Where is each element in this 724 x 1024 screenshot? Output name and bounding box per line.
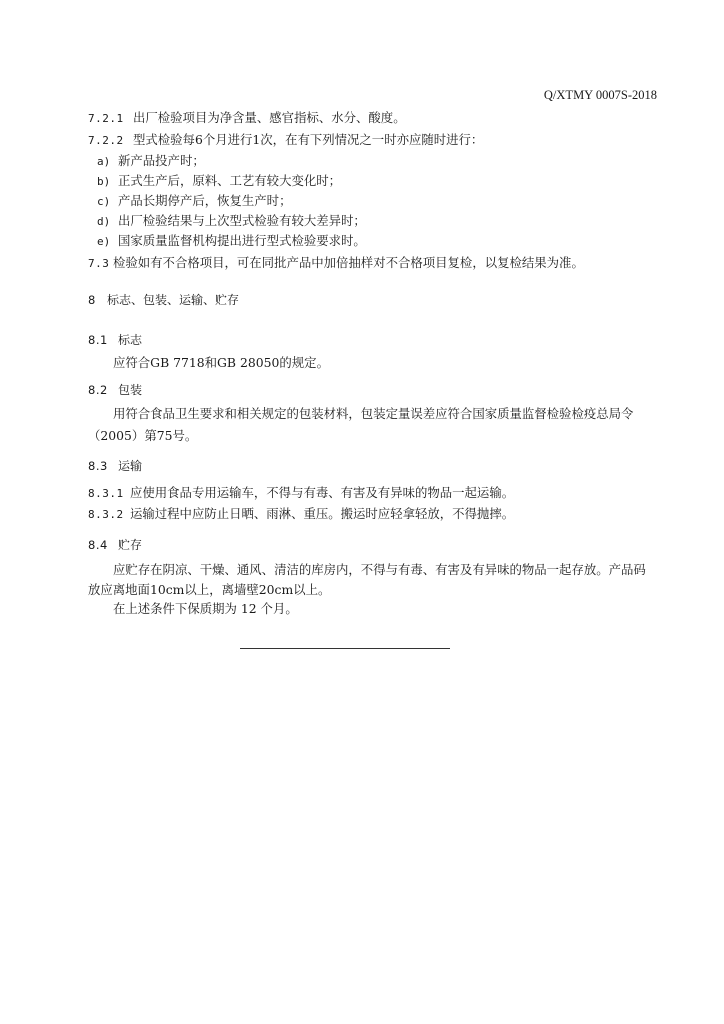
- clause-text: 出厂检验项目为净含量、感官指标、水分、酸度。: [133, 110, 406, 125]
- subsection-title: 贮存: [118, 538, 143, 552]
- clause-number: 8.3.2: [88, 508, 124, 521]
- end-of-document-rule: [240, 648, 450, 649]
- subsection-heading-8-4: [88, 537, 142, 553]
- clause-7-2-2: [88, 132, 483, 148]
- paragraph-line: 应贮存在阴凉、干燥、通风、清洁的库房内，不得与有毒、有害及有异味的物品一起存放。产品码: [113, 562, 646, 577]
- clause-number: 7.2.2: [88, 134, 124, 147]
- list-item: [97, 193, 291, 209]
- subsection-number: 8.4: [88, 538, 108, 552]
- clause-number: 7.3: [88, 257, 110, 270]
- subsection-title: 运输: [118, 459, 143, 473]
- list-marker: e): [97, 235, 111, 248]
- subsection-number: 8.2: [88, 383, 108, 397]
- paragraph-line: 在上述条件下保质期为 12 个月。: [113, 601, 298, 616]
- clause-text: 型式检验每6个月进行1次，在有下列情况之一时亦应随时进行：: [133, 132, 484, 147]
- clause-7-2-1: [88, 110, 406, 126]
- paragraph-line: （2005）第75号。: [88, 428, 198, 443]
- subsection-number: 8.3: [88, 459, 108, 473]
- document-code: Q/XTMY 0007S-2018: [543, 88, 657, 102]
- list-text: 产品长期停产后，恢复生产时；: [118, 193, 292, 208]
- list-marker: a): [97, 155, 111, 168]
- paragraph-line: 应符合GB 7718和GB 28050的规定。: [113, 355, 329, 370]
- subsection-number: 8.1: [88, 333, 108, 347]
- clause-8-3-1: [88, 485, 514, 501]
- list-text: 新产品投产时；: [118, 153, 205, 168]
- section-heading-8: [88, 292, 239, 308]
- paragraph-line: 放应离地面10cm以上，离墙壁20cm以上。: [88, 582, 331, 597]
- list-marker: d): [97, 215, 111, 228]
- paragraph-line: 用符合食品卫生要求和相关规定的包装材料，包装定量误差应符合国家质量监督检验检疫总局令: [113, 406, 634, 421]
- list-item: [97, 213, 366, 229]
- section-title: 标志、包装、运输、贮存: [107, 293, 240, 307]
- clause-text: 应使用食品专用运输车，不得与有毒、有害及有异味的物品一起运输。: [130, 485, 515, 500]
- clause-8-3-2: [88, 506, 514, 522]
- list-text: 国家质量监督机构提出进行型式检验要求时。: [118, 233, 366, 248]
- subsection-heading-8-3: [88, 458, 142, 474]
- clause-number: 7.2.1: [88, 112, 124, 125]
- list-item: [97, 233, 366, 249]
- subsection-heading-8-1: [88, 332, 142, 348]
- list-item: [97, 153, 205, 169]
- list-marker: c): [97, 195, 111, 208]
- list-marker: b): [97, 175, 111, 188]
- clause-7-3: [88, 255, 584, 271]
- clause-text: 检验如有不合格项目，可在同批产品中加倍抽样对不合格项目复检，以复检结果为准。: [113, 255, 584, 270]
- subsection-title: 包装: [118, 383, 143, 397]
- list-text: 正式生产后，原料、工艺有较大变化时；: [118, 173, 342, 188]
- section-number: 8: [88, 293, 96, 307]
- clause-text: 运输过程中应防止日晒、雨淋、重压。搬运时应轻拿轻放，不得抛摔。: [130, 506, 515, 521]
- list-text: 出厂检验结果与上次型式检验有较大差异时；: [118, 213, 366, 228]
- list-item: [97, 173, 341, 189]
- subsection-heading-8-2: [88, 382, 142, 398]
- clause-number: 8.3.1: [88, 487, 124, 500]
- subsection-title: 标志: [118, 333, 143, 347]
